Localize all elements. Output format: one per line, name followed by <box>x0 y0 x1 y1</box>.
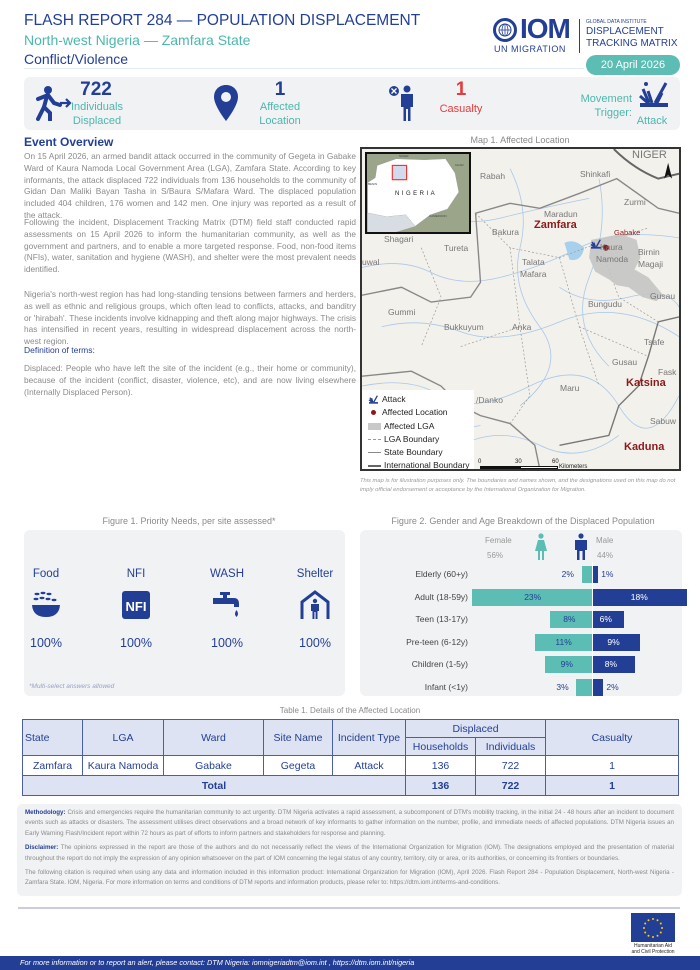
logo-program-line1: DISPLACEMENT <box>586 26 664 37</box>
female-icon <box>534 533 548 561</box>
iom-dtm-logo <box>493 13 683 54</box>
stat-trigger <box>564 77 680 130</box>
col-households: Households <box>406 738 476 756</box>
col-site: Site Name <box>264 720 333 756</box>
trigger-label-1: Movement <box>580 93 632 105</box>
map-label-bakura: Bakura <box>492 227 519 237</box>
map-scale-bar: 0 30 60 Kilometers <box>478 459 588 470</box>
inset-neighbor-niger: NIGER <box>399 154 409 158</box>
legend-item-affected-location: Affected Location <box>368 407 448 417</box>
report-title: FLASH REPORT 284 — POPULATION DISPLACEMENT <box>24 12 421 29</box>
locations-count: 1 <box>274 79 286 100</box>
cell-lga: Kaura Namoda <box>83 756 164 776</box>
report-category: Conflict/Violence <box>24 51 129 67</box>
contact-footer: For more information or to report an alert, please contact: DTM Nigeria: iomnigeriadtm@iom.int , https://dtm.iom.int/nigeria <box>0 956 700 970</box>
affected-location-table <box>22 719 679 796</box>
table-row <box>23 756 679 776</box>
map-label-namoda: Namoda <box>596 254 629 264</box>
cell-casualty: 1 <box>546 756 679 776</box>
map-label-bungudu: Bungudu <box>588 299 623 309</box>
age-group-label: Adult (18-59y) <box>414 591 468 602</box>
legend-female-total: 56% <box>487 551 504 560</box>
cell-site: Gegeta <box>264 756 333 776</box>
map-legend <box>362 390 474 471</box>
female-value-label: 8% <box>563 614 576 624</box>
male-value-label: 18% <box>630 591 648 602</box>
definition-heading: Definition of terms: <box>24 345 95 355</box>
map-label-maradun: Maradun <box>544 209 578 219</box>
map-state-kaduna: Kaduna <box>624 441 665 453</box>
map-label-bukkuyum: Bukkuyum <box>444 322 484 332</box>
map-label-zurmi: Zurmi <box>624 197 646 207</box>
legend-item-international-boundary: International Boundary <box>368 460 470 470</box>
map-label-shagari: Shagari <box>384 234 414 244</box>
definition-text: Displaced: People who have left the site of the incident (e.g., their home or community), because of the incident (conflict, disaster, violence, etc), and are now living elsewhere (Internally Displaced Person). <box>24 363 356 397</box>
map-label-shinkafi: Shinkafi <box>580 169 611 179</box>
logo-separator <box>579 19 580 53</box>
report-subtitle: North-west Nigeria — Zamfara State <box>24 32 251 48</box>
inset-map <box>365 152 471 234</box>
figure1-footnote: *Multi-select answers allowed <box>29 683 115 690</box>
inset-neighbor-benin: BENIN <box>368 182 378 186</box>
female-value-label: 9% <box>560 659 573 669</box>
map-label-birnin: Birnin <box>638 247 660 257</box>
table-total-row <box>23 776 679 796</box>
trigger-value: Attack <box>636 115 668 127</box>
col-casualty: Casualty <box>546 720 679 756</box>
un-globe-icon <box>493 18 517 42</box>
map-label-mafara: Mafara <box>520 269 547 279</box>
stat-casualty <box>386 77 516 130</box>
inset-country-label: NIGERIA <box>395 191 438 197</box>
col-incident: Incident Type <box>333 720 406 756</box>
age-group-label: Infant (<1y) <box>424 681 468 692</box>
legend-item-state-boundary: State Boundary <box>368 447 443 457</box>
affected-location-map[interactable] <box>360 147 681 471</box>
map-label-uwal: uwal <box>362 257 380 267</box>
male-value-label: 2% <box>606 681 619 692</box>
map-state-zamfara: Zamfara <box>534 219 577 231</box>
injured-person-icon <box>388 83 418 123</box>
footer-divider <box>18 907 680 909</box>
map-label-kaura: Kaura <box>600 242 623 252</box>
male-value-label: 9% <box>607 636 620 647</box>
map-pin-icon <box>214 85 238 121</box>
nfi-icon <box>121 590 151 620</box>
male-value-label: 6% <box>599 614 612 624</box>
overview-paragraph-2: Following the incident, Displacement Tracking Matrix (DTM) field staff conducted rapid assessments on 15 April 2026 to inform the humanitarian community, as well as the government and partners, and to enable a more targeted response. Food, non-food items (NFIs), water, sanitation and hygiene (WASH), and shelter were the most prevalent needs identified. <box>24 217 356 275</box>
total-label: Total <box>23 776 406 796</box>
age-group-label: Elderly (60+y) <box>415 569 468 579</box>
map-label-gummi: Gummi <box>388 307 416 317</box>
map-label-rabah: Rabah <box>480 171 506 181</box>
event-overview-heading: Event Overview <box>24 135 114 149</box>
donor-label: Humanitarian Aid and Civil Protection <box>631 943 675 955</box>
map-label-niger: NIGER <box>632 149 667 161</box>
col-state: State <box>23 720 83 756</box>
map-label-danko: /Danko <box>476 395 503 405</box>
cell-incident: Attack <box>333 756 406 776</box>
water-tap-icon <box>212 590 242 620</box>
table-title: Table 1. Details of the Affected Location <box>279 706 421 715</box>
age-group-label: Pre-teen (6-12y) <box>406 636 468 647</box>
attack-icon <box>638 81 670 109</box>
report-date-badge: 20 April 2026 <box>586 55 680 75</box>
eu-stars-icon <box>631 913 675 942</box>
logo-program-line2: TRACKING MATRIX <box>586 38 678 49</box>
header-divider <box>24 68 584 69</box>
cell-individuals: 722 <box>476 756 546 776</box>
figure1-title: Figure 1. Priority Needs, per site assessed* <box>102 516 276 526</box>
eu-flag-logo <box>631 913 675 942</box>
age-group-label: Children (1-5y) <box>411 659 468 669</box>
priority-needs-panel: Food 100% NFI NFI 100% WASH 100% Shelter 100% *Multi-select answers allowed <box>24 530 345 696</box>
female-bar <box>576 679 592 696</box>
col-ward: Ward <box>164 720 264 756</box>
svg-text:NFI: NFI <box>125 599 147 614</box>
stat-locations <box>210 77 340 130</box>
map-state-katsina: Katsina <box>626 377 666 389</box>
female-value-label: 2% <box>561 569 574 579</box>
logo-tagline: UN MIGRATION <box>494 44 566 54</box>
total-casualty: 1 <box>546 776 679 796</box>
col-lga: LGA <box>83 720 164 756</box>
legend-male-total: 44% <box>597 551 614 560</box>
map-label-talata: Talata <box>522 257 545 267</box>
male-bar <box>593 566 598 583</box>
report-header <box>24 12 464 67</box>
food-bowl-icon <box>31 590 61 620</box>
trigger-label-2: Trigger: <box>594 107 632 119</box>
locations-label-2: Location <box>259 115 301 127</box>
map-label-tureta: Tureta <box>444 243 469 253</box>
casualty-label: Casualty <box>439 103 483 115</box>
figure2-title: Figure 2. Gender and Age Breakdown of the Displaced Population <box>391 516 655 526</box>
map-label-magaji: Magaji <box>638 259 664 269</box>
legend-item-attack: Attack <box>368 394 406 404</box>
map-label-sabuwa: Sabuw <box>650 416 676 426</box>
legend-male-label: Male <box>596 536 614 545</box>
map-title: Map 1. Affected Location <box>470 135 570 145</box>
age-group-label: Teen (13-17y) <box>415 614 468 624</box>
citation: The following citation is required when using any data and information included in this information product: International Organization for Migration (IOM), April 2026. Flash Report 284 - Population Displacement, North-west Nigeria - Zamfara State. IOM, Nigeria. For more information on terms and conditions of DTM reports and information products, please refer to: https://dtm.iom.int/terms-and-conditions. <box>25 869 674 887</box>
displaced-count: 722 <box>80 79 112 100</box>
male-value-label: 1% <box>601 569 614 579</box>
overview-paragraph-1: On 15 April 2026, an armed bandit attack occurred in the community of Gegeta in Gabake Ward of Kaura Namoda Local Government Area (LGA), Zamfara State. According to key informants, the attack displaced 722 individuals from 136 households to the community of Gidan Dan Maliki Bayan Tasha in S/Baura S/Mafara Ward. The displaced population included 404 children, 176 women and 142 men. One injury was reported as a result of the attack. <box>24 151 356 220</box>
male-icon <box>574 533 588 561</box>
map-label-gabake: Gabake <box>614 228 641 237</box>
male-bar <box>593 679 603 696</box>
cell-ward: Gabake <box>164 756 264 776</box>
female-value-label: 3% <box>556 681 569 692</box>
map-label-maru: Maru <box>560 383 580 393</box>
logo-iom: IOM <box>520 13 570 44</box>
map-label-fask: Fask <box>658 367 677 377</box>
col-individuals: Individuals <box>476 738 546 756</box>
inset-neighbor-chad: CHAD <box>455 163 464 167</box>
map-disclaimer: This map is for illustration purposes only. The boundaries and names shown, and the designations used on this map do not imply official endorsement or acceptance by the International Organization for Migration. <box>360 478 676 493</box>
legend-item-affected-lga: Affected LGA <box>368 421 434 431</box>
casualty-count: 1 <box>455 79 467 100</box>
legend-item-lga-boundary: LGA Boundary <box>368 434 439 444</box>
female-value-label: 11% <box>555 636 572 647</box>
legend-female-label: Female <box>485 536 512 545</box>
methodology-disclaimer-panel <box>17 804 682 896</box>
disclaimer: Disclaimer: The opinions expressed in the report are those of the authors and do not necessarily reflect the views of the International Organization for Migration (IOM). The designations employed and the presentation of material throughout the report do not imply the expression of any opinion whatsoever on the part of IOM concerning the legal status of any country, territory, city or area, or its authorities, or concerning its frontiers or boundaries. <box>25 844 675 862</box>
male-value-label: 8% <box>604 659 618 669</box>
key-figures-bar <box>24 77 680 130</box>
cell-households: 136 <box>406 756 476 776</box>
map-label-anka: Anka <box>512 322 532 332</box>
total-households: 136 <box>406 776 476 796</box>
cell-state: Zamfara <box>23 756 83 776</box>
gender-age-chart <box>360 530 682 696</box>
map-label-tsafe: Tsafe <box>644 337 665 347</box>
map-label-gusau: Gusau <box>612 357 638 367</box>
stat-displaced <box>24 77 174 130</box>
col-displaced: Displaced <box>406 720 546 738</box>
displaced-label-1: Individuals <box>71 101 123 113</box>
logo-institute: GLOBAL DATA INSTITUTE <box>586 19 647 25</box>
methodology: Methodology: Crisis and emergencies require the humanitarian community to act urgently. DTM Nigeria activates a rapid assessment, a subcomponent of DTM's mobility tracking, in the initial 24 - 48 hours after an incident to document events such as attacks or disasters. The assessment utilises direct observations and a broad network of key informants to gather information on the number, profile, and immediate needs of affected populations. DTM Nigeria issues an Early Warning Flash/Incident report within 72 hours as part of efforts to inform partners and stakeholders for response and planning. <box>25 809 674 837</box>
shelter-icon <box>300 590 330 620</box>
reservoir <box>564 241 584 260</box>
overview-paragraph-3: Nigeria's north-west region has had long-standing tensions between farmers and herders, as well as ethnic and religious groups, which often lead to conflicts, attacks, and banditry or 'hirabah'. These incidents involve kidnapping and theft along major highways. The crisis has intensified in recent years, resulting in widespread displacement across the north-west region. <box>24 289 356 347</box>
inset-neighbor-cameroon: CAMEROON <box>429 214 447 218</box>
displaced-label-2: Displaced <box>72 115 122 127</box>
female-value-label: 23% <box>524 591 542 602</box>
female-bar <box>582 566 592 583</box>
total-individuals: 722 <box>476 776 546 796</box>
locations-label-1: Affected <box>259 101 301 113</box>
map-label-gusau-lga: Gusau <box>650 291 676 301</box>
